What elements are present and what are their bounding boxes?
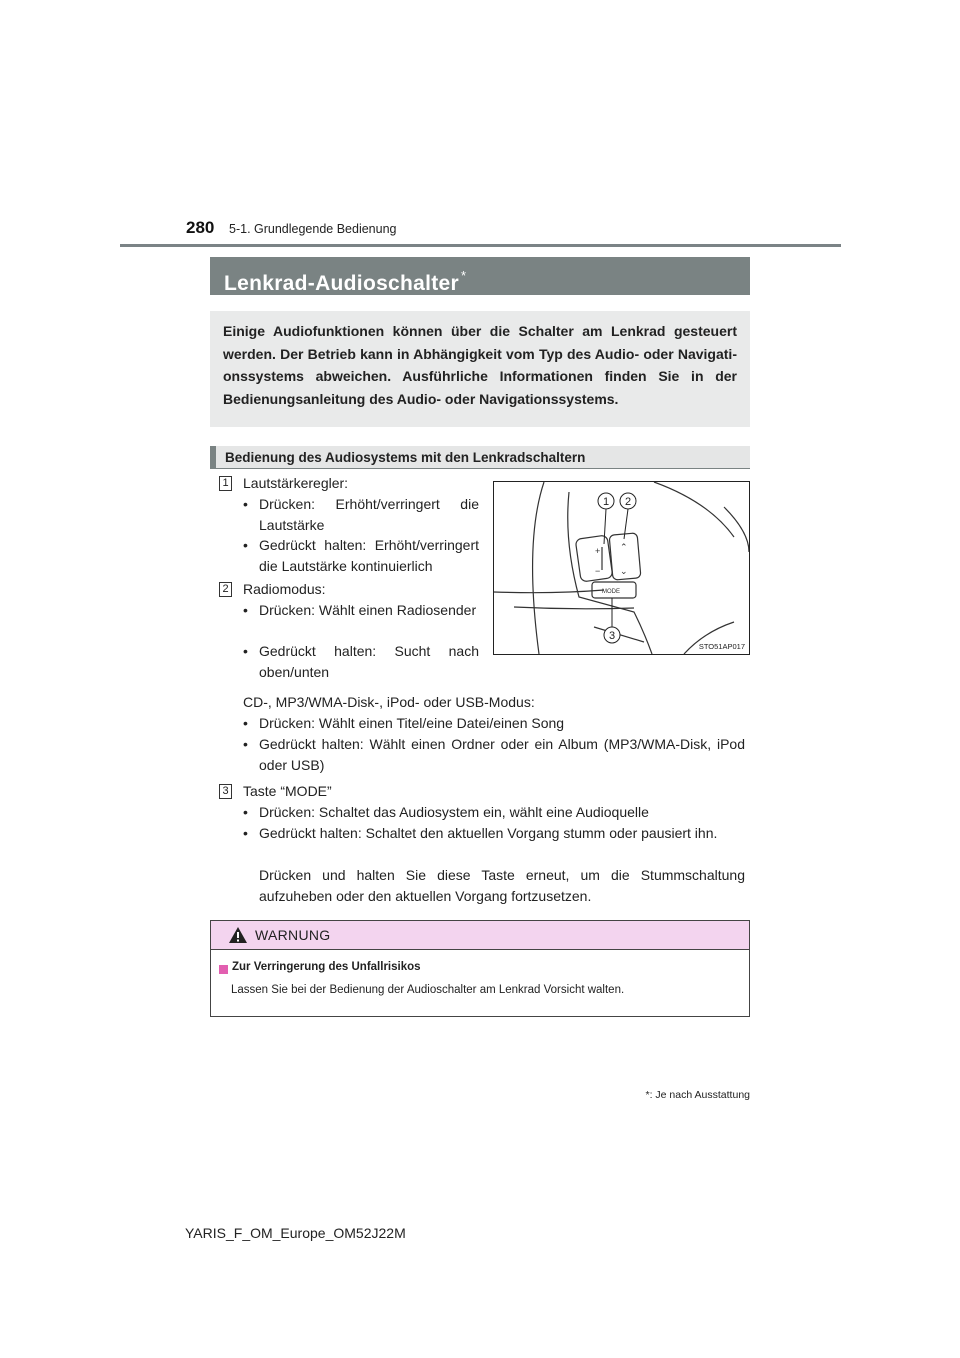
bullet-text: Drücken: Schaltet das Audiosystem ein, wählt eine Audioquelle — [259, 804, 649, 820]
plus-glyph: + — [595, 546, 601, 556]
item-3-bullet-1 — [243, 802, 745, 823]
warning-bullet-square — [219, 965, 228, 974]
item-3-bullet-2 — [243, 823, 745, 844]
item-1-bullet-1 — [243, 494, 479, 535]
bullet-dot: • — [243, 602, 248, 618]
minus-glyph: − — [595, 566, 601, 576]
callout-2-label: 2 — [624, 496, 632, 508]
item-1-label: Lautstärkeregler: — [243, 475, 349, 491]
header-divider — [120, 244, 841, 247]
page-number: 280 — [186, 218, 215, 237]
bullet-dot: • — [243, 804, 248, 820]
callout-1 — [598, 493, 614, 509]
callout-3-label: 3 — [608, 630, 616, 642]
steering-wheel-illustration — [494, 482, 749, 654]
bullet-text: Drücken: Wählt einen Titel/eine Datei/einen Song — [259, 715, 565, 731]
warning-box — [210, 920, 750, 1017]
bullet-text: Gedrückt halten: Wählt einen Ordner oder ein Album (MP3/WMA-Disk, iPod oder USB) — [259, 736, 745, 773]
footnote-text: : Je nach Ausstattung — [649, 1089, 750, 1101]
bullet-dot: • — [243, 643, 248, 659]
item-2-subbullet-2 — [243, 734, 745, 775]
bullet-dot: • — [243, 537, 248, 553]
item-2-bullet-2 — [243, 641, 479, 682]
footnote-symbol: * — [645, 1089, 650, 1101]
callout-3 — [604, 627, 620, 643]
item-1-bullet-2 — [243, 535, 479, 576]
footnote — [646, 1089, 751, 1101]
warning-triangle-icon — [228, 926, 248, 944]
item-3-label: Taste “MODE” — [243, 783, 332, 799]
item-marker-2: 2 — [219, 582, 232, 597]
item-marker-3: 3 — [219, 784, 232, 799]
bullet-dot: • — [243, 496, 248, 512]
intro-box: Einige Audiofunktionen können über die Schalter am Lenkrad gesteuert werden. Der Betrieb kann in Abhängigkeit vom Typ des Audio- oder Navigationssystems abweichen. Ausführliche Informationen finden Sie in der Bedienungsanleitung des Audio- oder Navigationssystems. — [210, 311, 750, 427]
bullet-dot: • — [243, 825, 248, 841]
warning-header — [211, 921, 749, 950]
bullet-text: Gedrückt halten: Erhöht/verringert die Lautstärke kontinuierlich — [259, 537, 479, 574]
section-breadcrumb: 5-1. Grundlegende Bedienung — [229, 222, 397, 236]
up-glyph: ⌃ — [620, 542, 628, 552]
page-title — [210, 257, 750, 295]
title-asterisk: * — [461, 268, 467, 283]
warning-heading: Zur Verringerung des Unfallrisikos — [232, 961, 421, 973]
bullet-text: Gedrückt halten: Sucht nach oben/unten — [259, 643, 479, 680]
bullet-text: Drücken: Wählt einen Radiosender — [259, 602, 477, 618]
warning-text: Lassen Sie bei der Bedienung der Audioschalter am Lenkrad Vorsicht walten. — [231, 984, 625, 996]
figure-code: STO51AP017 — [698, 642, 745, 651]
bullet-dot: • — [243, 736, 248, 752]
down-glyph: ⌄ — [620, 566, 628, 576]
warning-label: WARNUNG — [255, 927, 331, 943]
item-2-bullet-1 — [243, 600, 479, 621]
bullet-text: Drücken: Erhöht/verringert die Lautstärke — [259, 496, 479, 533]
callout-1-label: 1 — [602, 496, 610, 508]
item-marker-1: 1 — [219, 476, 232, 491]
item-2-sublabel: CD-, MP3/WMA-Disk-, iPod- oder USB-Modus: — [243, 694, 535, 710]
document-code: YARIS_F_OM_Europe_OM52J22M — [185, 1225, 406, 1241]
item-2-subbullet-1 — [243, 713, 745, 734]
bullet-text: Gedrückt halten: Schaltet den aktuellen Vorgang stumm oder pausiert ihn. — [259, 825, 718, 841]
page-title-text: Lenkrad-Audioschalter — [224, 272, 460, 295]
mode-button-label: MODE — [602, 589, 620, 595]
bullet-dot: • — [243, 715, 248, 731]
steering-switch-figure — [493, 481, 750, 655]
item-3-continuation: Drücken und halten Sie diese Taste erneut, um die Stummschaltung aufzuheben oder den aktuellen Vorgang fortzusetzen. — [259, 867, 745, 904]
section-subheading: Bedienung des Audiosystems mit den Lenkradschaltern — [210, 446, 750, 469]
callout-2 — [620, 493, 636, 509]
item-2-label: Radiomodus: — [243, 581, 326, 597]
